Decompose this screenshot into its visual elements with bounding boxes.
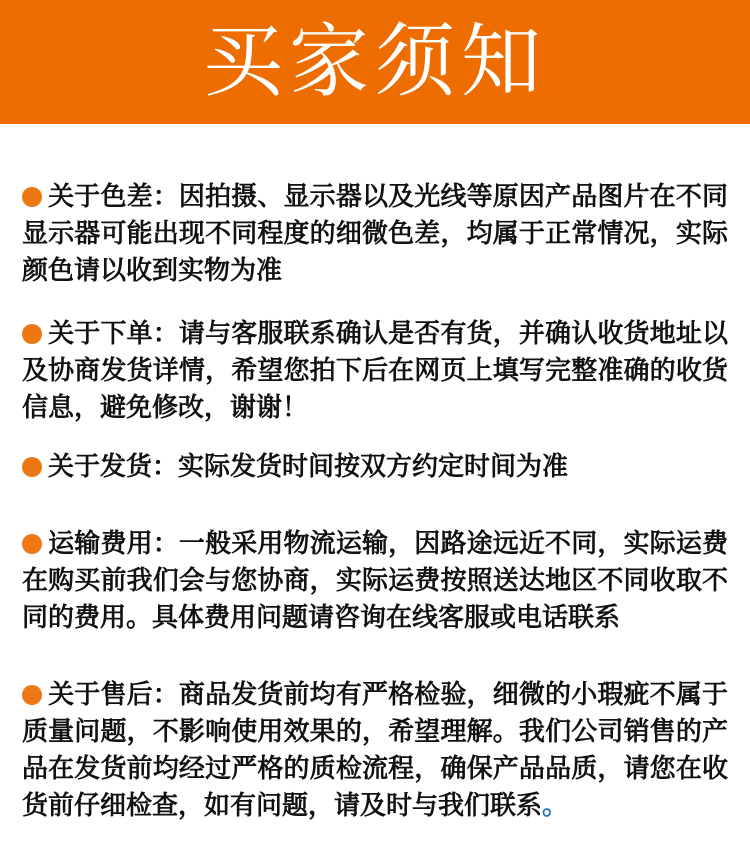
bullet-dot-icon [22,685,42,705]
bullet-dot-icon [22,534,42,554]
notice-list [0,178,750,824]
bullet-dot-icon [22,187,42,207]
notice-text: 一般采用物流运输，因路途远近不同，实际运费在购买前我们会与您协商，实际运费按照送达地区不同收取不同的费用。具体费用问题请咨询在线客服或电话联系 [22,528,728,632]
notice-label: 关于发货： [48,451,179,481]
notice-item-shipping-time [22,448,728,485]
notice-label: 运输费用： [48,528,179,558]
notice-suffix: 。 [542,790,569,820]
bullet-dot-icon [22,457,42,477]
notice-item-ordering [22,315,728,426]
notice-text: 实际发货时间按双方约定时间为准 [178,451,569,481]
notice-item-freight-cost [22,525,728,636]
notice-item-color-difference [22,178,728,289]
notice-text: 因拍摄、显示器以及光线等原因产品图片在不同显示器可能出现不同程度的细微色差，均属于正常情况，实际颜色请以收到实物为准 [22,181,728,285]
banner [0,0,750,124]
notice-label: 关于色差： [48,181,179,211]
notice-label: 关于售后： [48,679,179,709]
notice-item-after-sales [22,676,728,824]
notice-label: 关于下单： [48,318,179,348]
notice-text: 商品发货前均有严格检验，细微的小瑕疵不属于质量问题，不影响使用效果的，希望理解。我们公司销售的产品在发货前均经过严格的质检流程，确保产品品质，请您在收货前仔细检查，如有问题，请及时与我们联系 [22,679,728,820]
page-title: 买家须知 [203,17,547,106]
notice-text: 请与客服联系确认是否有货，并确认收货地址以及协商发货详情，希望您拍下后在网页上填写完整准确的收货信息，避免修改，谢谢！ [22,318,728,422]
bullet-dot-icon [22,324,42,344]
